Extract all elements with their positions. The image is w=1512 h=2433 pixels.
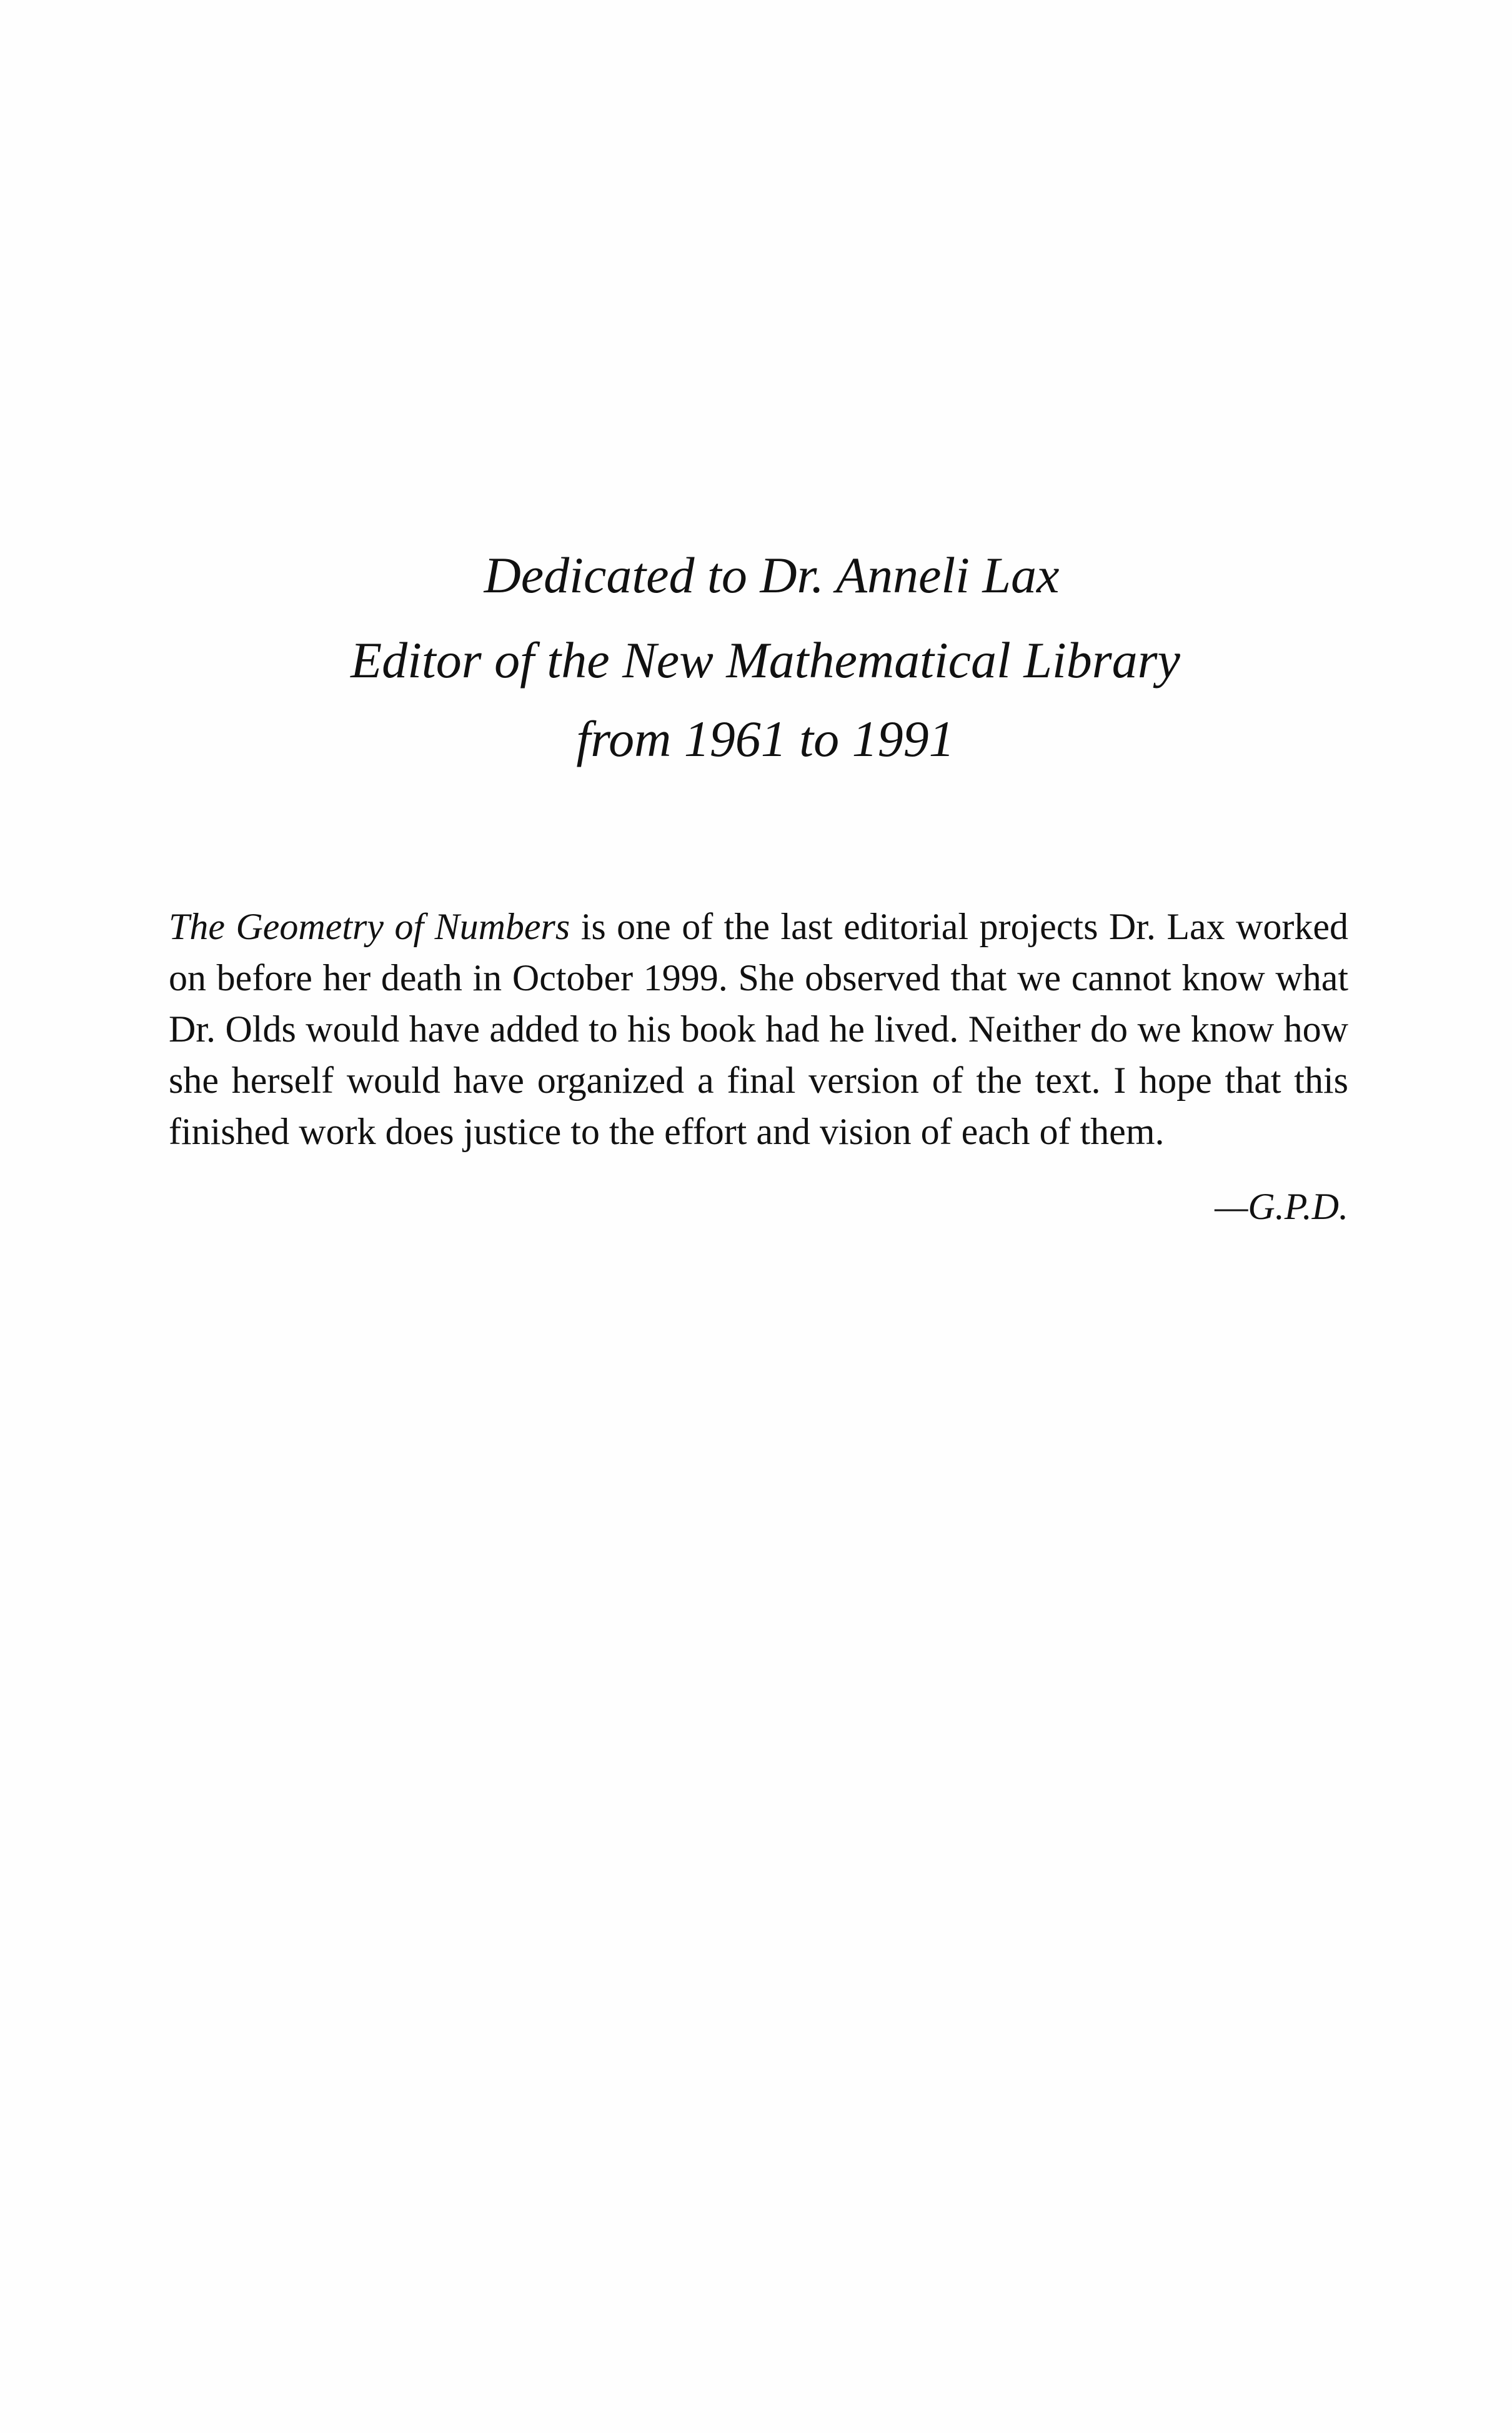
book-title: The Geometry of Numbers xyxy=(169,906,570,947)
signature: —G.P.D. xyxy=(1215,1186,1348,1227)
dedication-line-2: Editor of the New Mathematical Library xyxy=(351,632,1180,689)
editorial-note xyxy=(169,901,1348,1157)
dedication-line-1: Dedicated to Dr. Anneli Lax xyxy=(484,547,1060,604)
dedication-block xyxy=(0,547,1512,767)
note-body: is one of the last editorial projects Dr. Lax worked on before her death in October 1999. She observed that we cannot know what Dr. Olds would have added to his book had he lived. Neither do we know how she herself would have organized a final version of the text. I hope that this finished work does justice to the effort and vision of each of them. xyxy=(169,906,1349,1152)
dedication-line-3: from 1961 to 1991 xyxy=(576,710,955,767)
